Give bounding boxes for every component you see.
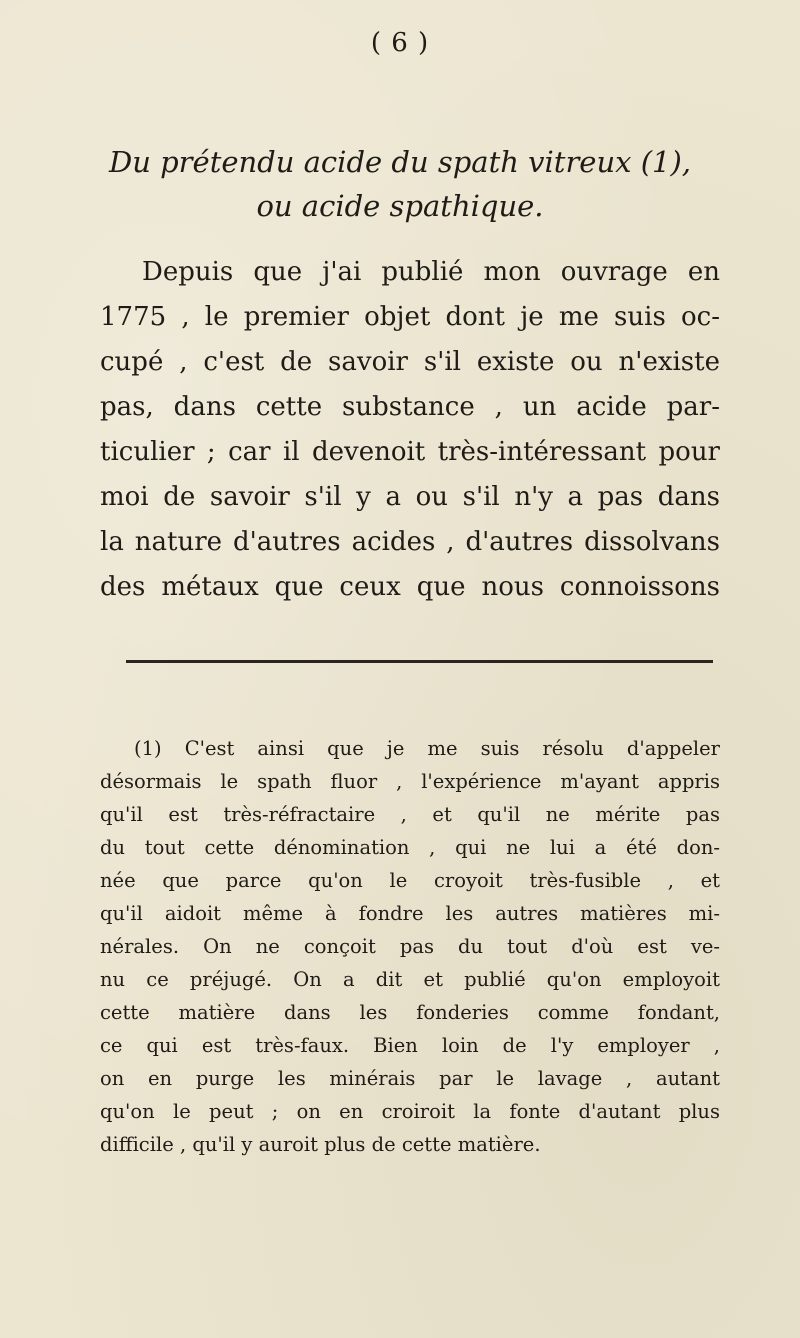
body-line: Depuis que j'ai publié mon ouvrage en xyxy=(142,257,720,287)
section-title-line-1: Du prétendu acide du spath vitreux (1), xyxy=(108,145,692,179)
footnote-line: nu ce préjugé. On a dit et publié qu'on employoit xyxy=(100,968,720,991)
footnote-line: qu'il est très-réfractaire , et qu'il ne mérite pas xyxy=(100,803,720,826)
section-title-line-2: ou acide spathique. xyxy=(256,189,544,223)
footnote-line: désormais le spath fluor , l'expérience m'ayant appris xyxy=(100,770,720,793)
footnote-line: difficile , qu'il y auroit plus de cette matière. xyxy=(100,1133,541,1156)
body-line: moi de savoir s'il y a ou s'il n'y a pas dans xyxy=(100,482,720,512)
body-line: 1775 , le premier objet dont je me suis oc- xyxy=(100,302,720,332)
footnote-line: née que parce qu'on le croyoit très-fusible , et xyxy=(100,869,720,892)
footnote-line: ce qui est très-faux. Bien loin de l'y employer , xyxy=(100,1034,720,1057)
body-line: pas, dans cette substance , un acide par- xyxy=(100,392,720,422)
footnote-line: du tout cette dénomination , qui ne lui a été don- xyxy=(100,836,720,859)
footnote-line: cette matière dans les fonderies comme fondant, xyxy=(100,1001,720,1024)
footnote-line: nérales. On ne conçoit pas du tout d'où est ve- xyxy=(100,935,720,958)
footnote-separator-rule xyxy=(126,660,713,663)
body-paragraph xyxy=(100,250,720,610)
body-line: cupé , c'est de savoir s'il existe ou n'existe xyxy=(100,347,720,377)
footnote xyxy=(100,732,720,1161)
body-line: la nature d'autres acides , d'autres dissolvans xyxy=(100,527,720,557)
body-line: des métaux que ceux que nous connoissons xyxy=(100,572,720,602)
footnote-line: (1) C'est ainsi que je me suis résolu d'appeler xyxy=(134,737,720,760)
footnote-line: on en purge les minérais par le lavage , autant xyxy=(100,1067,720,1090)
body-line: ticulier ; car il devenoit très-intéressant pour xyxy=(100,437,720,467)
footnote-line: qu'il aidoit même à fondre les autres matières mi- xyxy=(100,902,720,925)
page-number: ( 6 ) xyxy=(370,28,430,58)
footnote-line: qu'on le peut ; on en croiroit la fonte d'autant plus xyxy=(100,1100,720,1123)
